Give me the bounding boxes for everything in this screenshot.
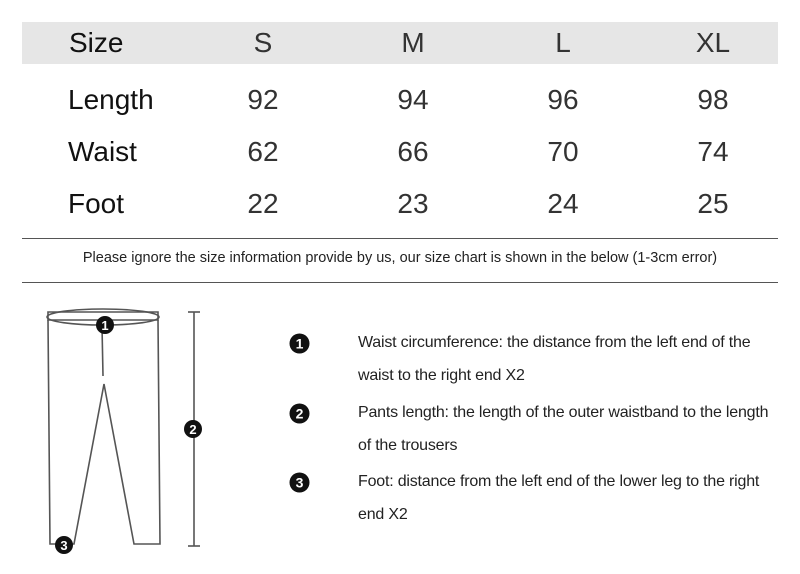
- pants-outline-icon: [40, 304, 220, 560]
- table-cell: 98: [697, 84, 729, 115]
- table-row-waist: [22, 126, 778, 178]
- legend-text: Waist circumference: the distance from the left end of the waist to the right end X2: [358, 334, 751, 384]
- number-3-icon: [289, 472, 310, 493]
- table-cell: 94: [397, 84, 429, 115]
- table-cell: 74: [697, 136, 729, 167]
- table-cell: 23: [397, 188, 429, 219]
- table-cell: 22: [247, 188, 279, 219]
- table-cell: 92: [247, 84, 279, 115]
- svg-text:3: 3: [295, 474, 304, 491]
- legend-text: Foot: distance from the left end of the lower leg to the right end X2: [358, 473, 760, 523]
- size-header-label: Size: [69, 27, 124, 58]
- table-cell: 25: [697, 188, 729, 219]
- number-2-icon: [289, 403, 310, 424]
- number-1-icon: [289, 333, 310, 354]
- size-header-m: M: [401, 27, 425, 58]
- table-cell: 62: [247, 136, 279, 167]
- legend-item-waist: [285, 326, 785, 392]
- divider-bottom: [22, 282, 778, 283]
- pants-diagram: [40, 304, 220, 560]
- table-cell: 66: [397, 136, 429, 167]
- legend-item-foot: [285, 465, 785, 531]
- marker-1-icon: [96, 316, 114, 334]
- svg-text:1: 1: [101, 318, 109, 333]
- table-cell: 96: [547, 84, 579, 115]
- marker-3-icon: [55, 536, 73, 554]
- marker-2-icon: [184, 420, 202, 438]
- measurement-legend: [285, 326, 785, 531]
- size-note: Please ignore the size information provide by us, our size chart is shown in the below (1-3cm error): [82, 250, 718, 266]
- table-cell: 70: [547, 136, 579, 167]
- svg-text:3: 3: [60, 538, 68, 553]
- svg-text:2: 2: [295, 405, 304, 422]
- table-row-length: [22, 74, 778, 126]
- size-header-l: L: [555, 27, 571, 58]
- svg-text:1: 1: [295, 335, 304, 352]
- svg-text:2: 2: [189, 422, 197, 437]
- size-header-xl: XL: [695, 27, 731, 58]
- size-header-row: [22, 22, 778, 64]
- size-table: [22, 22, 778, 230]
- row-label: Waist: [68, 136, 137, 167]
- table-cell: 24: [547, 188, 579, 219]
- row-label: Foot: [68, 188, 125, 219]
- legend-text: Pants length: the length of the outer waistband to the length of the trousers: [358, 404, 769, 454]
- legend-item-length: [285, 396, 785, 462]
- divider-top: [22, 238, 778, 239]
- row-label: Length: [68, 84, 154, 115]
- size-header-s: S: [253, 27, 273, 58]
- table-row-foot: [22, 178, 778, 230]
